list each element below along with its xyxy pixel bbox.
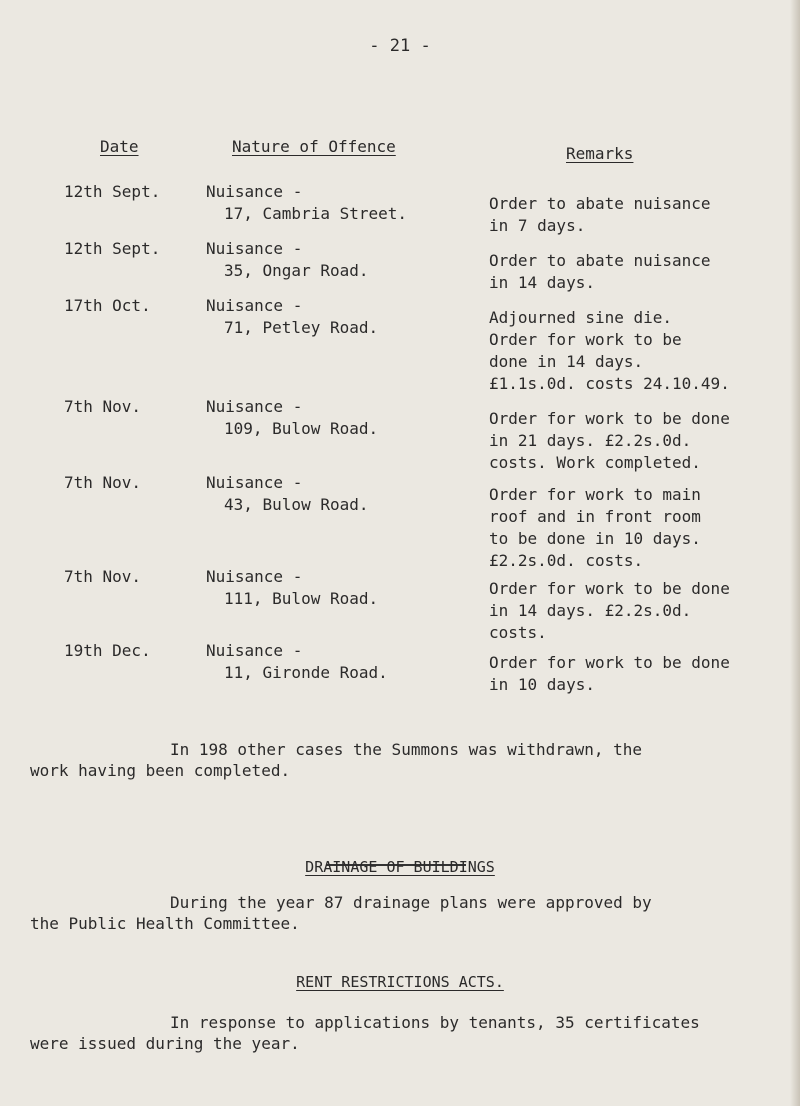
nature-line: Nuisance - xyxy=(206,239,303,258)
entry-remarks xyxy=(489,652,730,696)
entry-nature xyxy=(206,472,369,516)
remarks-line: roof and in front room xyxy=(489,507,701,526)
entry-nature xyxy=(206,640,388,684)
page-number: - 21 - xyxy=(369,36,431,56)
entry-date: 12th Sept. xyxy=(64,239,161,258)
entry-date: 19th Dec. xyxy=(64,641,151,660)
nature-line: Nuisance - xyxy=(206,182,303,201)
nature-address: 43, Bulow Road. xyxy=(224,495,369,514)
entry-date: 7th Nov. xyxy=(64,567,142,586)
remarks-line: Order for work to main xyxy=(489,485,701,504)
nature-line: Nuisance - xyxy=(206,567,303,586)
entry-nature xyxy=(206,566,378,610)
rent-paragraph xyxy=(30,1012,770,1054)
remarks-line: in 14 days. xyxy=(489,273,595,292)
remarks-line: Order for work to be xyxy=(489,330,682,349)
nature-address: 109, Bulow Road. xyxy=(224,419,379,438)
remarks-line: in 14 days. £2.2s.0d. xyxy=(489,601,692,620)
drainage-line: the Public Health Committee. xyxy=(30,914,300,933)
remarks-line: costs. Work completed. xyxy=(489,453,701,472)
remarks-line: in 7 days. xyxy=(489,216,586,235)
entry-date: 7th Nov. xyxy=(64,397,142,416)
entry-remarks xyxy=(489,250,711,294)
summary-line: In 198 other cases the Summons was withdrawn, the xyxy=(170,740,643,759)
drainage-heading: DRAINAGE OF BUILDINGS xyxy=(305,858,495,876)
remarks-line: to be done in 10 days. xyxy=(489,529,701,548)
remarks-line: £1.1s.0d. costs 24.10.49. xyxy=(489,374,730,393)
entry-nature xyxy=(206,181,407,225)
column-header-remarks: Remarks xyxy=(566,144,634,163)
rent-line: were issued during the year. xyxy=(30,1034,300,1053)
entry-nature xyxy=(206,295,378,339)
entry-date: 12th Sept. xyxy=(64,182,161,201)
rent-line: In response to applications by tenants, 35 certificates xyxy=(170,1013,700,1032)
remarks-line: costs. xyxy=(489,623,547,642)
entry-remarks xyxy=(489,408,730,474)
drainage-line: During the year 87 drainage plans were approved by xyxy=(170,893,652,912)
remarks-line: in 21 days. £2.2s.0d. xyxy=(489,431,692,450)
nature-address: 111, Bulow Road. xyxy=(224,589,379,608)
remarks-line: Order for work to be done xyxy=(489,653,730,672)
nature-line: Nuisance - xyxy=(206,473,303,492)
entry-date: 7th Nov. xyxy=(64,473,142,492)
column-header-nature: Nature of Offence xyxy=(232,137,396,156)
drainage-paragraph xyxy=(30,892,770,934)
nature-address: 11, Gironde Road. xyxy=(224,663,388,682)
entry-remarks xyxy=(489,484,701,572)
entry-remarks xyxy=(489,578,730,644)
entry-date: 17th Oct. xyxy=(64,296,151,315)
remarks-line: Order to abate nuisance xyxy=(489,194,711,213)
nature-address: 17, Cambria Street. xyxy=(224,204,408,223)
page-edge-shadow xyxy=(790,0,800,1106)
nature-line: Nuisance - xyxy=(206,296,303,315)
nature-address: 35, Ongar Road. xyxy=(224,261,369,280)
entry-nature xyxy=(206,396,378,440)
column-header-date: Date xyxy=(100,137,139,156)
nature-line: Nuisance - xyxy=(206,397,303,416)
remarks-line: £2.2s.0d. costs. xyxy=(489,551,644,570)
remarks-line: Adjourned sine die. xyxy=(489,308,673,327)
remarks-line: Order to abate nuisance xyxy=(489,251,711,270)
entry-remarks xyxy=(489,307,730,395)
summary-line: work having been completed. xyxy=(30,761,291,780)
remarks-line: done in 14 days. xyxy=(489,352,644,371)
rent-heading: RENT RESTRICTIONS ACTS. xyxy=(296,973,504,991)
nature-address: 71, Petley Road. xyxy=(224,318,379,337)
remarks-line: Order for work to be done xyxy=(489,409,730,428)
remarks-line: Order for work to be done xyxy=(489,579,730,598)
nature-line: Nuisance - xyxy=(206,641,303,660)
entry-nature xyxy=(206,238,369,282)
remarks-line: in 10 days. xyxy=(489,675,595,694)
summary-paragraph xyxy=(30,739,770,781)
entry-remarks xyxy=(489,193,711,237)
